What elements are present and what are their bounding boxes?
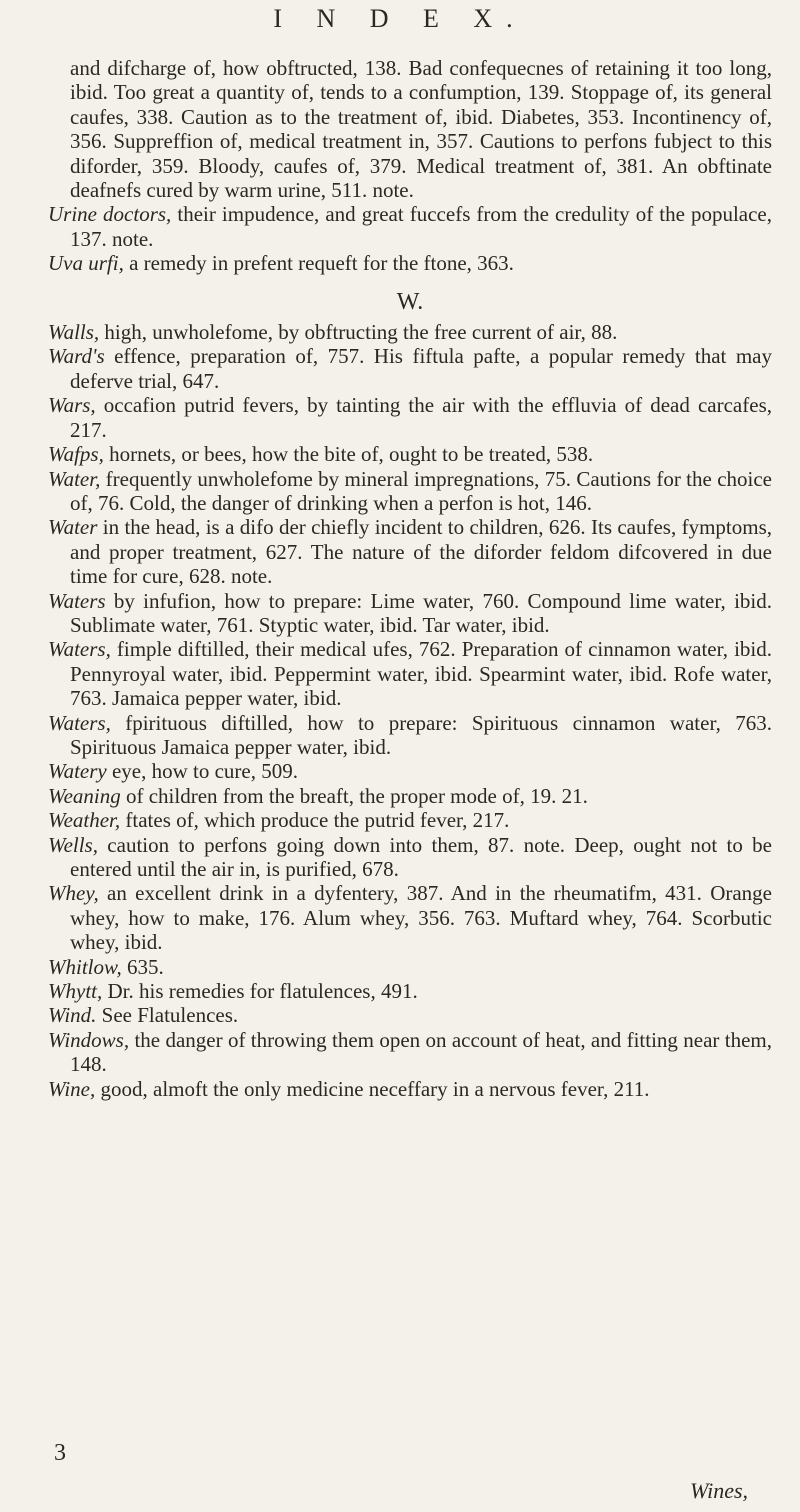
index-entry	[48, 784, 772, 808]
entry-text: Dr. his remedies for flatulences, 491.	[102, 979, 418, 1004]
entry-text: an excellent drink in a dyfentery, 387. And in the rheumatifm, 431. Orange whey, how to make, 176. Alum whey, 356. 763. Muftard whey, 764. Scorbutic whey, ibid.	[70, 881, 772, 955]
index-entry	[48, 515, 772, 588]
entry-headword: Water	[48, 515, 98, 540]
index-entries-u	[48, 56, 772, 276]
entry-text: 635.	[121, 954, 164, 979]
index-entry	[48, 808, 772, 832]
index-entry	[48, 881, 772, 954]
entry-headword: Wells,	[48, 832, 98, 857]
entry-headword: Weather,	[48, 808, 121, 833]
entry-headword: Whitlow,	[48, 954, 122, 979]
signature-mark: 3	[54, 1440, 66, 1466]
entry-headword: Urine doctors,	[48, 202, 172, 227]
entry-text: fimple diftilled, their medical ufes, 762. Preparation of cinnamon water, ibid. Pennyroyal water, ibid. Peppermint water, ibid. Spearmint water, ibid. Rofe water, 763. Jamaica pepper water, ibid.	[70, 637, 772, 711]
index-entry	[48, 1003, 772, 1027]
index-entry	[48, 56, 772, 202]
index-entry	[48, 637, 772, 710]
entry-text: high, unwholefome, by obftructing the free current of air, 88.	[99, 320, 618, 345]
entry-text: frequently unwholefome by mineral impregnations, 75. Cautions for the choice of, 76. Cold, the danger of drinking when a perfon is hot, 146.	[70, 466, 772, 515]
entry-headword: Water,	[48, 466, 101, 491]
entry-text: ftates of, which produce the putrid fever, 217.	[120, 808, 510, 833]
entry-headword: Wine,	[48, 1076, 96, 1101]
entry-text: a remedy in prefent requeft for the ftone, 363.	[123, 251, 514, 276]
entry-headword: Windows,	[48, 1027, 130, 1052]
entry-text: by infufion, how to prepare: Lime water, 760. Compound lime water, ibid. Sublimate water, 761. Styptic water, ibid. Tar water, ibid.	[70, 588, 772, 637]
entry-text: the danger of throwing them open on account of heat, and fitting near them, 148.	[70, 1027, 772, 1077]
entry-text: effence, preparation of, 757. His fiftula pafte, a popular remedy that may deferve trial, 647.	[70, 344, 772, 393]
entry-text: and difcharge of, how obftructed, 138. Bad confequecnes of retaining it too long, ibid. Too great a quantity of, tends to a confumption, 139. Stoppage of, its general caufes, 338. Caution as to the treatment of, ibid. Diabetes, 353. Incontinency of, 356. Suppreffion of, medical treatment in, 357. Cautions to perfons fubject to this diforder, 359. Bloody, caufes of, 379. Medical treatment of, 381. An obftinate deafnefs cured by warm urine, 511. note.	[70, 56, 772, 203]
entry-headword: Weaning	[48, 783, 121, 808]
entry-headword: Watery	[48, 759, 107, 784]
index-entries-w	[48, 320, 772, 1101]
index-entry	[48, 251, 772, 275]
index-entry	[48, 202, 772, 251]
entry-text: hornets, or bees, how the bite of, ought to be treated, 538.	[103, 442, 594, 467]
entry-headword: Wars,	[48, 393, 96, 418]
entry-text: caution to perfons going down into them, 87. note. Deep, ought not to be entered until the air in, is purified, 678.	[70, 832, 772, 881]
index-entry	[48, 955, 772, 979]
entry-headword: Whey,	[48, 881, 99, 906]
entry-headword: Wafps,	[48, 442, 104, 467]
index-body	[48, 56, 772, 1101]
page-header: I N D E X.	[273, 4, 527, 33]
index-entry	[48, 589, 772, 638]
index-entry	[48, 833, 772, 882]
entry-text: their impudence, and great fuccefs from the credulity of the populace, 137. note.	[70, 202, 772, 251]
entry-text: in the head, is a difo der chiefly incident to children, 626. Its caufes, fymptoms, and proper treatment, 627. The nature of the diforder feldom difcovered in due time for cure, 628. note.	[70, 515, 772, 589]
entry-headword: Waters,	[48, 710, 111, 735]
entry-headword: Waters	[48, 588, 106, 613]
entry-headword: Whytt,	[48, 979, 103, 1004]
entry-text: See Flatulences.	[96, 1003, 239, 1028]
entry-headword: Waters,	[48, 637, 111, 662]
entry-text: eye, how to cure, 509.	[106, 759, 298, 784]
index-entry	[48, 320, 772, 344]
entry-headword: Wind.	[48, 1003, 97, 1028]
section-letter: W.	[396, 288, 424, 315]
index-entry	[48, 759, 772, 783]
index-entry	[48, 393, 772, 442]
catchword: Wines,	[690, 1478, 749, 1503]
entry-text: good, almoft the only medicine neceffary in a nervous fever, 211.	[95, 1076, 650, 1101]
entry-text: fpirituous diftilled, how to prepare: Spirituous cinnamon water, 763. Spirituous Jamaica pepper water, ibid.	[70, 710, 772, 759]
entry-headword: Ward's	[48, 344, 105, 369]
index-entry	[48, 1028, 772, 1077]
index-entry	[48, 442, 772, 466]
entry-text: occafion putrid fevers, by tainting the air with the effluvia of dead carcafes, 217.	[70, 393, 772, 442]
entry-text: of children from the breaft, the proper mode of, 19. 21.	[120, 783, 588, 808]
index-entry	[48, 711, 772, 760]
index-entry	[48, 1077, 772, 1101]
entry-headword: Walls,	[48, 320, 100, 345]
index-entry	[48, 467, 772, 516]
index-entry	[48, 979, 772, 1003]
index-entry	[48, 344, 772, 393]
entry-headword: Uva urfi,	[48, 251, 124, 276]
